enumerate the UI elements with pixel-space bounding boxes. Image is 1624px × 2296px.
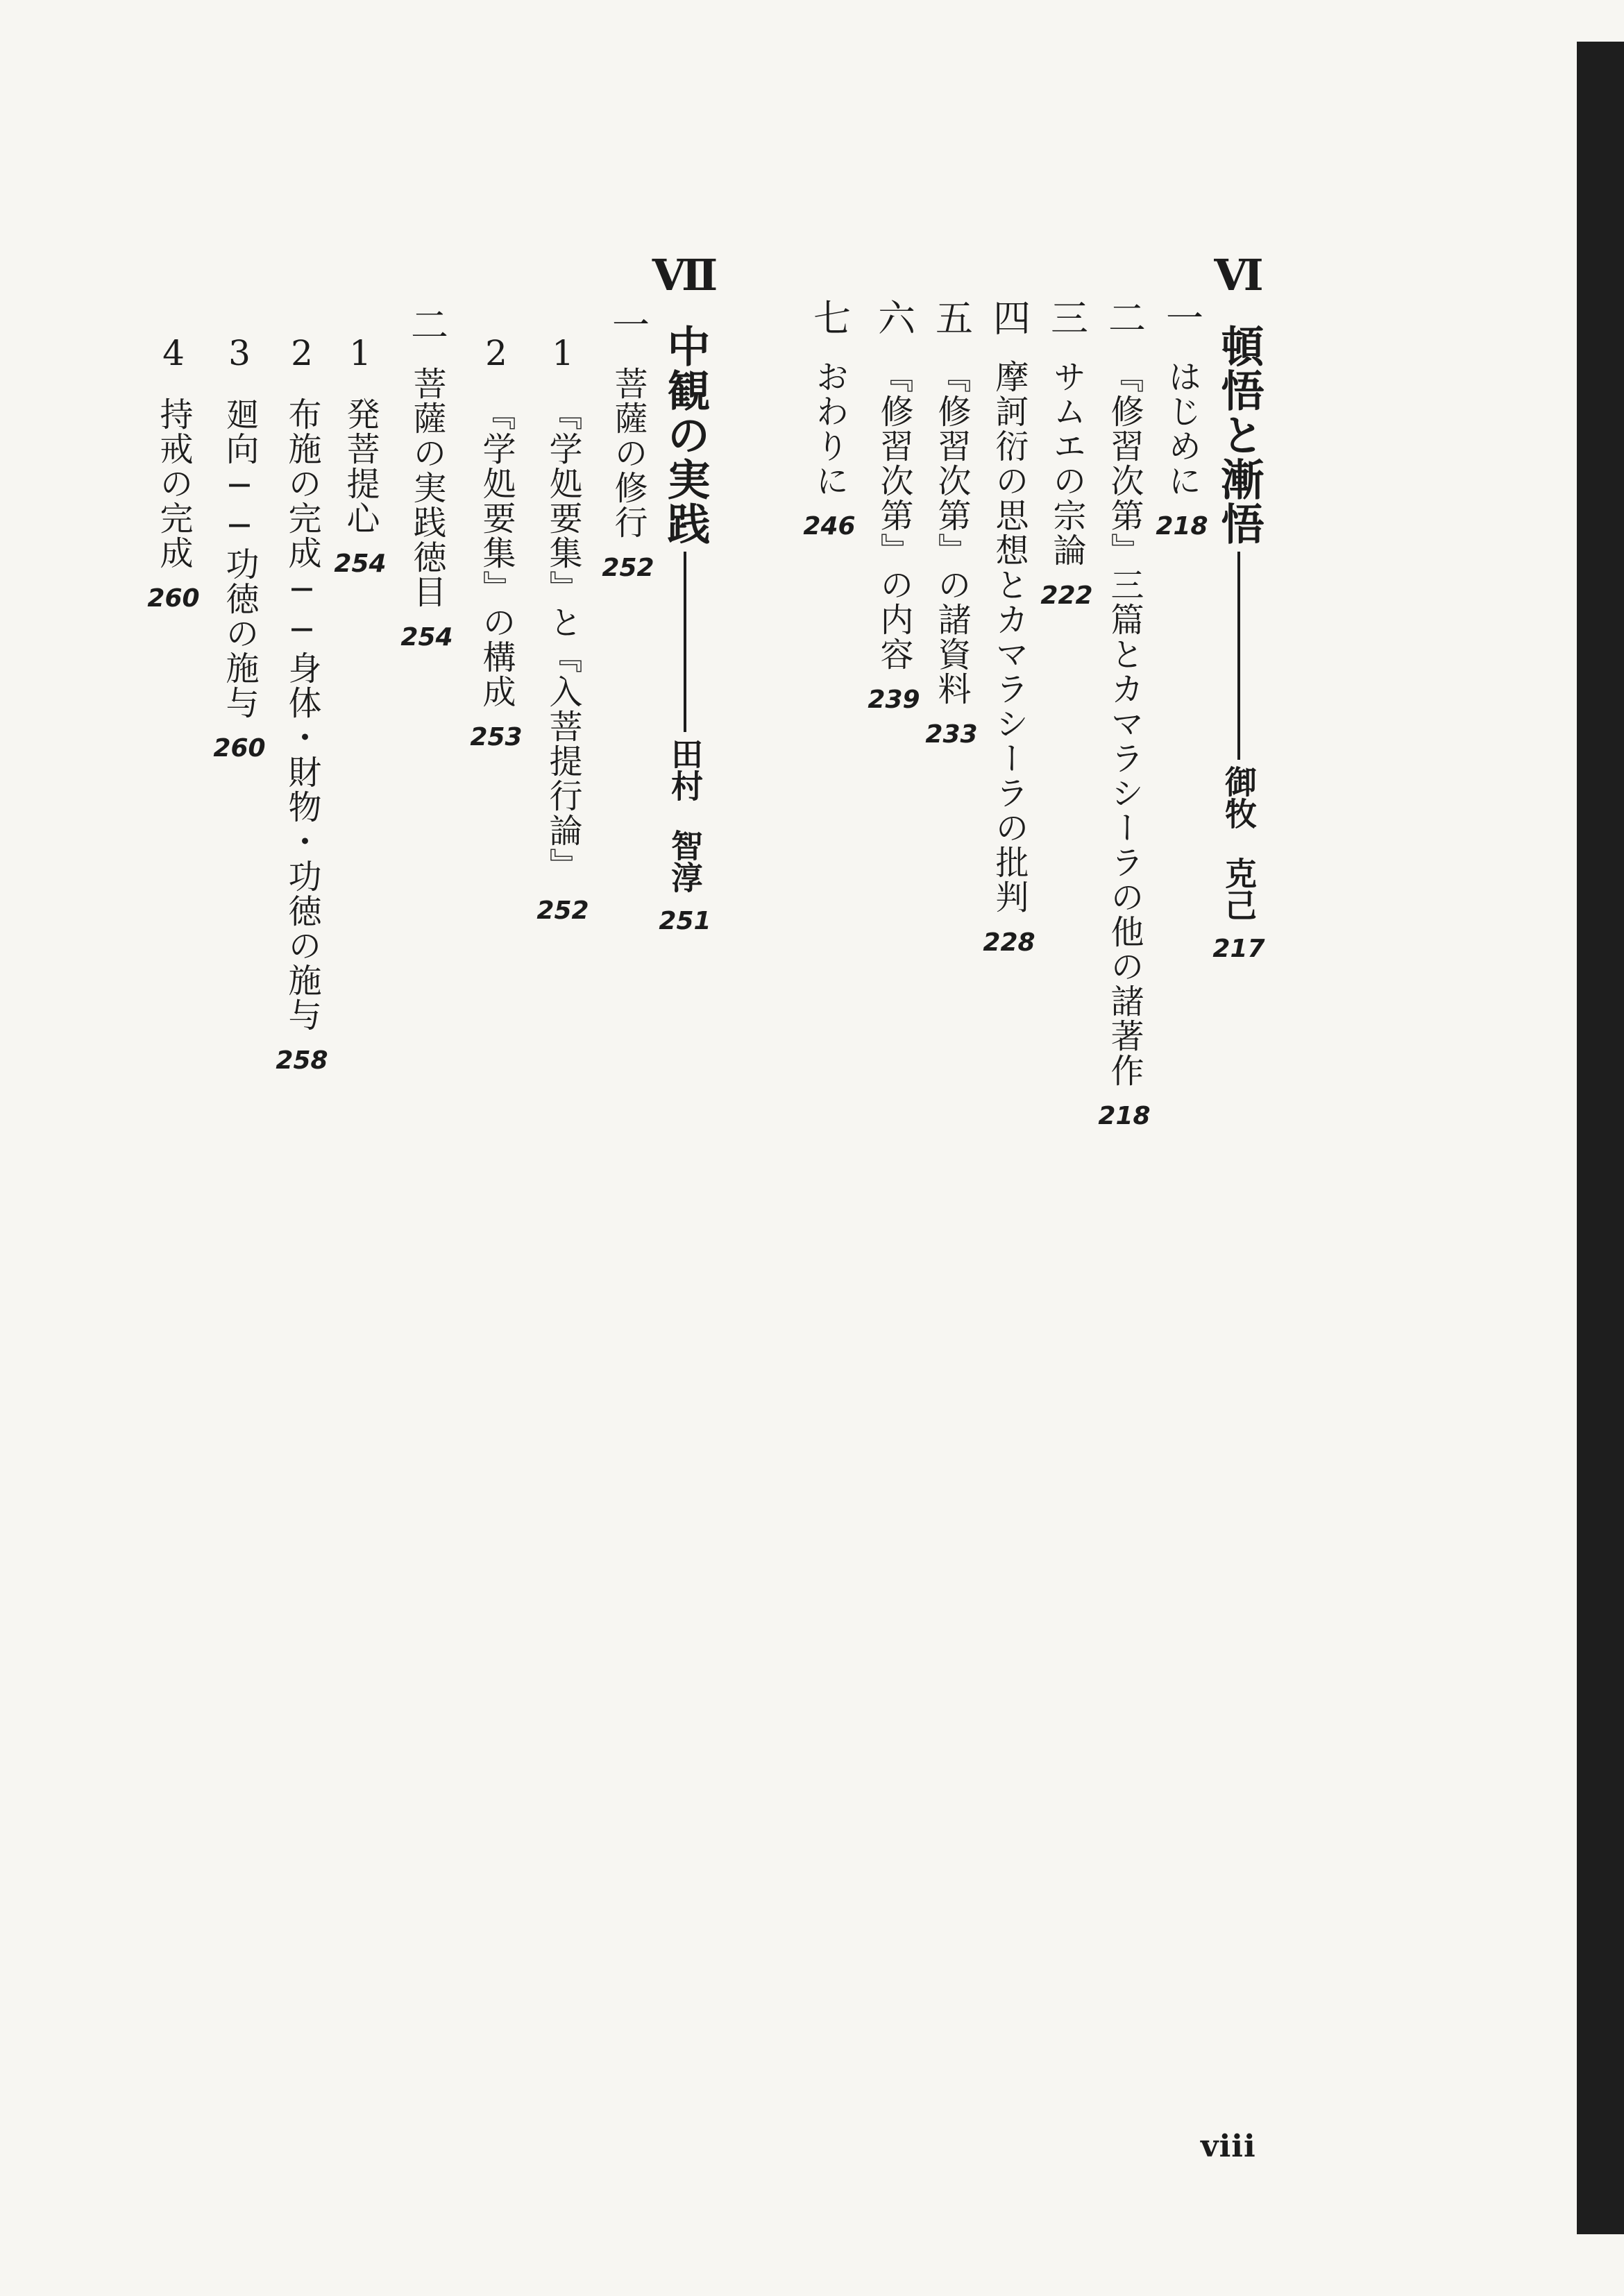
title-dash [684,552,686,732]
toc-entry [149,333,198,613]
section-7-heading [661,250,709,935]
entry-title: 持戒の完成 [154,397,193,570]
entry-marker: 五 [929,298,974,336]
entry-marker: 4 [153,333,194,373]
entry-marker: 2 [476,333,516,373]
author-family-name: 田村 [666,738,704,801]
page-number: 217 [1212,935,1265,963]
title-dash [1237,552,1240,760]
entry-marker: 1 [543,333,583,373]
entry-marker: 六 [872,298,916,336]
toc-entry [870,298,918,714]
page-number: 233 [925,720,978,749]
section-title: 頓悟と漸悟 [1214,324,1264,546]
entry-marker: 四 [987,298,1031,336]
entry-marker: 一 [606,305,650,343]
entry-title: 『修習次第』の諸資料 [932,359,971,706]
page-number: 251 [659,907,711,935]
scan-page-edge [1577,42,1624,2234]
entry-marker: 七 [807,298,852,336]
section-6-heading [1212,250,1265,963]
entry-marker: 2 [282,333,322,373]
entry-title: 廻向──功徳の施与 [220,397,259,720]
page-number: 218 [1156,512,1208,541]
section-marker: Ⅵ [1213,250,1264,300]
entry-marker: 二 [1102,298,1147,336]
entry-title: 布施の完成──身体・財物・功徳の施与 [282,397,321,1032]
toc-entry [1100,298,1149,1130]
entry-marker: 三 [1044,298,1089,336]
entry-title: 発菩提心 [341,397,380,536]
page-number: 246 [803,512,856,541]
toc-entry [985,298,1033,957]
page-number: 258 [276,1046,328,1075]
page-number: 228 [983,928,1035,957]
page-number: 222 [1040,581,1093,610]
author-family-name: 御牧 [1220,765,1258,829]
entry-marker: 二 [405,305,449,343]
entry-title: 『修習次第』の内容 [874,359,913,672]
section-marker: Ⅶ [659,250,711,300]
toc-entry [278,333,326,1075]
toc-entry [805,298,854,541]
entry-marker: 3 [219,333,260,373]
entry-title: 菩薩の実践徳目 [407,366,446,609]
toc-entry [1158,298,1206,541]
page-number: 253 [470,723,523,751]
entry-marker: 一 [1160,298,1204,336]
toc-entry [400,305,453,652]
toc-entry [215,333,264,763]
entry-title: おわりに [810,359,849,498]
entry-title: 『学処要集』と『入菩提行論』 [543,397,582,883]
page-number: 254 [334,550,387,578]
entry-title: はじめに [1162,359,1201,498]
page-number: 254 [400,623,453,652]
author-given-name: 克己 [1220,857,1258,921]
page-number: 260 [213,734,266,763]
entry-title: 『学処要集』の構成 [477,397,516,709]
entry-marker: 1 [340,333,380,373]
author-given-name: 智淳 [666,829,704,893]
entry-title: 摩訶衍の思想とカマラシーラの批判 [990,359,1029,915]
toc-entry [604,305,652,582]
toc-entry [472,333,521,751]
entry-title: 菩薩の修行 [609,366,648,540]
section-title: 中観の実践 [660,324,711,546]
toc-entry [536,333,589,925]
page-number: 239 [868,686,920,714]
toc-entry [334,333,387,578]
page-number: 252 [536,896,589,925]
toc-entry [927,298,976,749]
entry-title: 『修習次第』三篇とカマラシーラの他の諸著作 [1105,359,1144,1088]
entry-title: サムエの宗論 [1047,359,1086,568]
page-number: 260 [147,584,200,613]
page-number: 218 [1098,1102,1151,1130]
page-number: 252 [602,554,654,582]
page-folio: viii [1201,2129,1256,2164]
toc-entry [1042,298,1091,610]
